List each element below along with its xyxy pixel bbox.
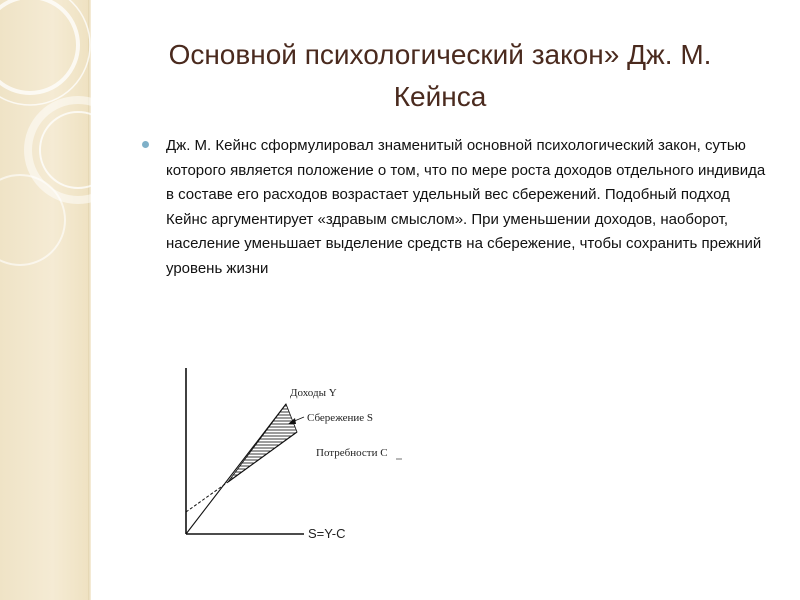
income-label: Доходы Y — [290, 387, 337, 399]
bullet-list — [142, 134, 772, 281]
savings-label: Сбережение S — [307, 412, 374, 424]
slide-title: Основной психологический закон» Дж. М. Кейнса — [168, 39, 712, 112]
ring-ornament — [0, 0, 140, 300]
bullet-dot-icon — [142, 141, 149, 148]
savings-area — [228, 404, 297, 482]
bullet-text: Дж. М. Кейнс сформулировал знаменитый основной психологический закон, сутью которого является положение о том, что по мере роста доходов отдельного индивида в составе его расходов возрастает удельный вес сбережений. Подобный подход Кейнс аргументирует «здравым смыслом». При уменьшении доходов, наоборот, население уменьшает выделение средств на сбережение, чтобы сохранить прежний уровень жизни — [166, 137, 766, 277]
consumption-label: Потребности C — [316, 447, 388, 459]
keynes-chart — [170, 360, 420, 550]
income-line — [186, 404, 286, 534]
bullet-item — [142, 134, 772, 281]
formula-label: S=Y-C — [308, 526, 346, 541]
